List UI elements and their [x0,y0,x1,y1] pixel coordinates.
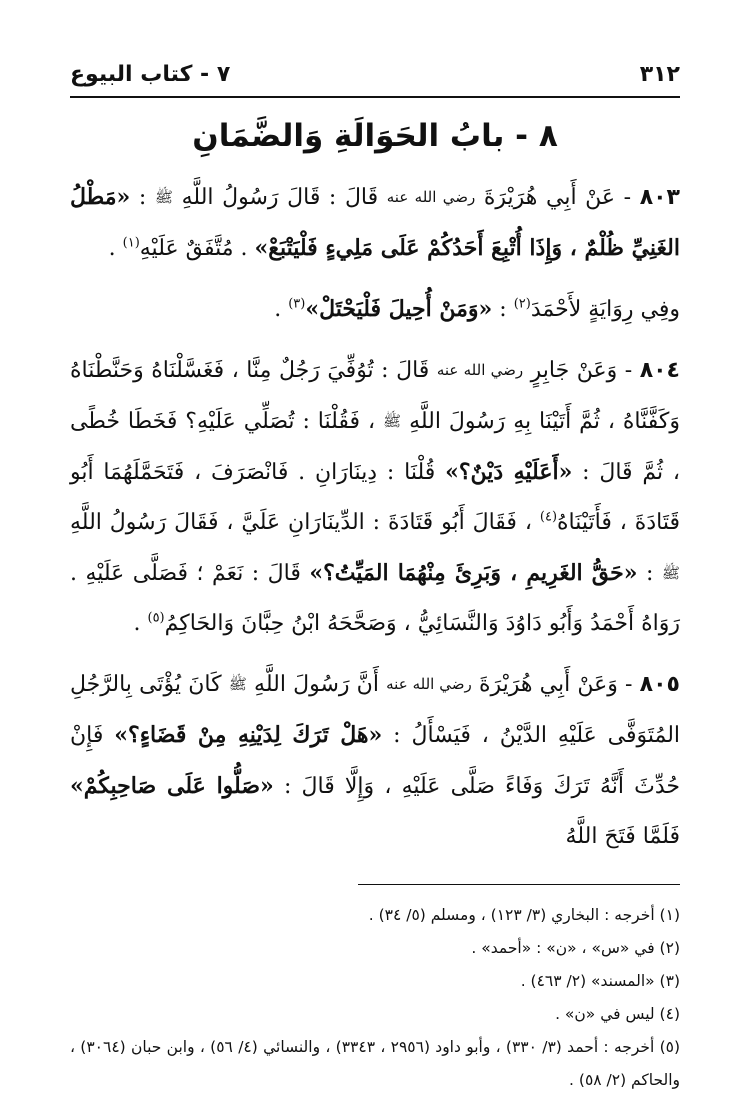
hadith-text: فَلَمَّا فَتَحَ اللَّهُ [565,824,680,849]
honorific-companion: رضي الله عنه [386,188,476,206]
footnote-ref: (١) [122,235,140,251]
footnote-5: (٥) أخرجه : أحمد (٣/ ٣٣٠) ، وأبو داود (٢٩٥٦ ، ٣٣٤٣) ، والنسائي (٤/ ٥٦) ، وابن حبان (٣٠٦٤) ، والحاكم (٢/ ٥٨) . [70,1038,681,1089]
honorific-companion: رضي الله عنه [386,675,472,693]
footnotes [70,899,680,1097]
footnote-ref: (٤) [539,509,558,525]
honorific-prophet: ﷺ [154,188,174,206]
hadith-text: ، فَقُلْنَا : تُصَلِّي عَلَيْهِ؟ فَخَطَا خُطًى ، ثُمَّ قَالَ : [70,409,680,485]
hadith-804 [70,345,680,649]
chapter-title: ٨ - بابُ الحَوَالَةِ وَالضَّمَانِ [192,118,558,154]
footnote-ref: (٥) [147,610,165,626]
book-page [70,58,681,1089]
footnote-ref: (٢) [513,296,531,312]
running-header [70,58,680,98]
prophetic-quote: «حَقُّ الغَرِيمِ ، وَبَرِئَ مِنْهُمَا المَيِّتُ؟» [309,560,638,586]
footnote-3: (٣) «المسند» (٢/ ٤٦٣) . [520,972,680,990]
hadith-text: كَانَ يُؤْتَى بِالرَّجُلِ المُتَوَفَّى عَلَيْهِ الدَّيْنُ ، فَيَسْأَلُ : [70,672,681,748]
honorific-prophet: ﷺ [228,675,247,693]
hadith-text: . [108,236,116,261]
hadith-text: قُلْنَا : دِينَارَانِ . فَانْصَرَفَ ، فَتَحَمَّلَهُمَا أَبُو قَتَادَةَ ، فَأَتَيْنَاهُ [70,460,680,535]
hadith-text: : [499,297,507,322]
hadith-number: ٨٠٣ [639,185,680,210]
hadith-805 [70,659,680,862]
hadith-text: : [138,185,147,210]
hadith-number: ٨٠٤ [639,358,680,383]
hadith-text: - عَنْ أَبِي هُرَيْرَةَ [483,185,632,210]
hadith-text: . [133,611,141,636]
prophetic-quote: «أَعَلَيْهِ دَيْنٌ؟» [445,459,573,485]
hadith-text: قَالَ : نَعَمْ ؛ فَصَلَّى عَلَيْهِ . رَوَاهُ أَحْمَدُ وَأَبُو دَاوُدَ وَالنَّسَائِيُّ ، وَصَحَّحَهُ ابْنُ حِبَّانَ وَالحَاكِمُ [70,561,680,636]
footnote-2: (٢) في «س» ، «ن» : «أحمد» . [471,939,680,957]
footnote-1: (١) أخرجه : البخاري (٣/ ١٢٣) ، ومسلم (٥/ ٣٤) . [368,906,680,924]
honorific-prophet: ﷺ [383,412,402,430]
hadith-text: أَنَّ رَسُولَ اللَّهِ [254,672,379,697]
hadith-text: : [645,561,654,586]
hadith-text: . مُتَّفَقٌ عَلَيْهِ [139,236,248,261]
honorific-prophet: ﷺ [661,564,681,582]
hadith-text: وفِي رِوَايَةٍ لأَحْمَدَ [530,297,680,322]
honorific-companion: رضي الله عنه [436,361,524,379]
hadith-text: فَإِنْ حُدِّثَ أَنَّهُ تَرَكَ وَفَاءً صَلَّى عَلَيْهِ ، وَإِلَّا قَالَ : [70,723,681,799]
running-title: ٧ - كتاب البيوع [70,62,231,87]
hadith-text: قَالَ : تُوُفِّيَ رَجُلٌ مِنَّا ، فَغَسَّلْنَاهُ وَحَنَّطْنَاهُ وَكَفَّنَّاهُ ، ثُمَّ أَتَيْنَا بِهِ رَسُولَ اللَّهِ [70,358,680,434]
hadith-text: - وَعَنْ أَبِي هُرَيْرَةَ [478,672,633,697]
hadith-text: . [274,297,282,322]
hadith-text: قَالَ : قَالَ رَسُولُ اللَّهِ [181,185,379,210]
hadith-803-riwaya [70,284,680,335]
footnote-4: (٤) ليس في «ن» . [555,1005,680,1023]
hadith-text: ، فَقَالَ أَبُو قَتَادَةَ : الدِّينَارَانِ عَلَيَّ ، فَقَالَ رَسُولُ اللَّهِ [70,510,532,535]
hadith-number: ٨٠٥ [639,672,680,697]
hadith-text: - وَعَنْ جَابِرٍ [530,358,633,383]
hadith-803 [70,172,680,274]
prophetic-quote: «صَلُّوا عَلَى صَاحِبِكُمْ» [70,773,274,799]
footnote-divider [358,884,680,885]
page-number: ٣١٢ [639,62,680,87]
prophetic-quote: «وَمَنْ أُحِيلَ فَلْيَحْتَلْ» [305,296,493,322]
footnote-ref: (٣) [288,296,306,312]
prophetic-quote: «مَطْلُ الغَنِيِّ ظُلْمٌ ، وَإِذَا أُتْبِعَ أَحَدُكُمْ عَلَى مَلِيءٍ فَلْيَتْبَعْ» [70,184,680,261]
prophetic-quote: «هَلْ تَرَكَ لِدَيْنِهِ مِنْ قَضَاءٍ؟» [114,722,383,748]
